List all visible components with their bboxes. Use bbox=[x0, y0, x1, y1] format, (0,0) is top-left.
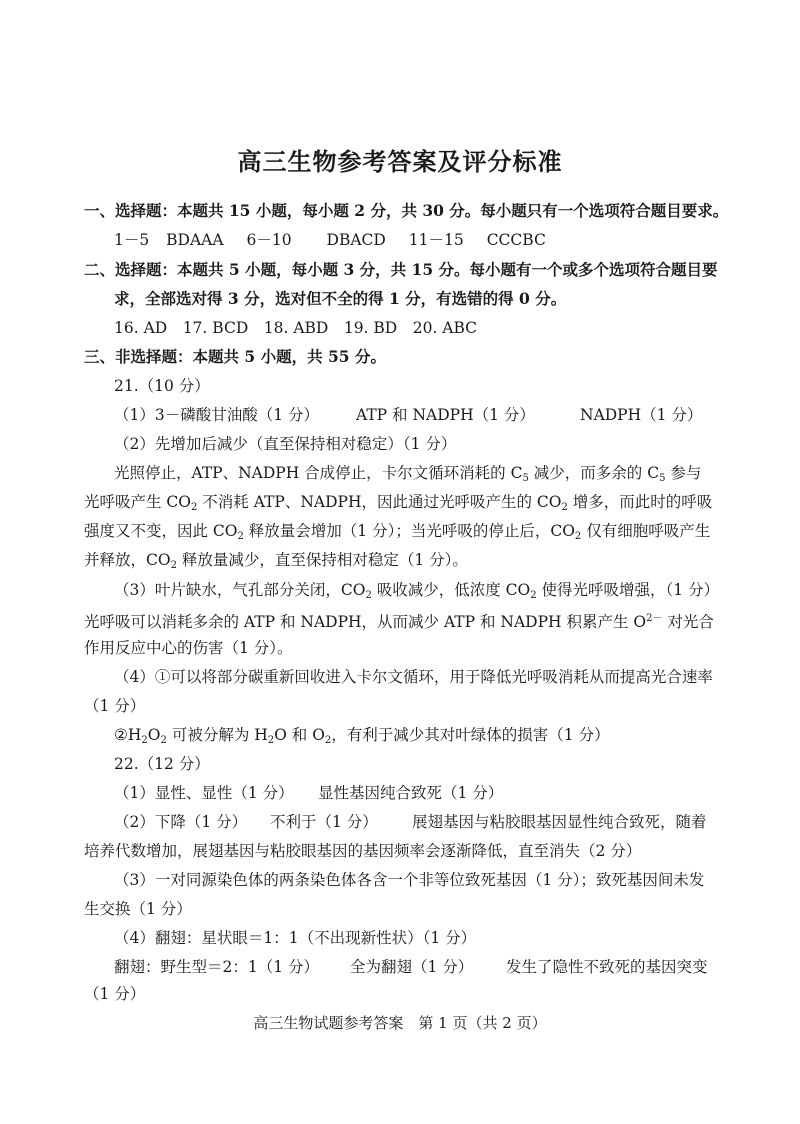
q22-part4-line-1: （4）翻翅：星状眼＝1：1（不出现新性状）（1 分） bbox=[114, 929, 477, 947]
text-run: 可被分解为 H bbox=[166, 726, 268, 744]
q21-part3-line-3: 作用反应中心的伤害（1 分）。 bbox=[84, 639, 293, 657]
subscript: 5 bbox=[522, 473, 529, 484]
q22-part1 bbox=[114, 783, 504, 803]
subscript: 2 bbox=[561, 502, 568, 513]
q21-header: 21.（10 分） bbox=[114, 377, 210, 395]
q21-part1-a: （1）3－磷酸甘油酸（1 分） bbox=[114, 406, 320, 424]
q22-part4-line-2 bbox=[114, 957, 708, 977]
text-run: O 和 O bbox=[274, 726, 325, 744]
text-run: 吸收减少，低浓度 CO bbox=[371, 581, 531, 599]
subscript: 2 bbox=[365, 590, 372, 601]
subscript: 5 bbox=[659, 473, 666, 484]
q22-part2-line-1 bbox=[114, 812, 707, 832]
q22-part3-line-2: 生交换（1 分） bbox=[84, 900, 192, 918]
text-run: 使得光呼吸增强，（1 分） bbox=[536, 581, 720, 599]
text-run: 光呼吸可以消耗多余的 ATP 和 NADPH，从而减少 ATP 和 NADPH 积累产生 O bbox=[84, 613, 647, 631]
group-3-label: 11－15 bbox=[408, 231, 464, 249]
text-run: 释放量会增加（1 分）；当光呼吸的停止后，CO bbox=[243, 522, 575, 540]
section-2-heading-line-1: 二、选择题：本题共 5 小题，每小题 3 分，共 15 分。每小题有一个或多个选项符合题目要 bbox=[84, 260, 718, 279]
q22-part2-b: 不利于（1 分） bbox=[270, 813, 378, 831]
text-run: 光照停止，ATP、NADPH 合成停止，卡尔文循环消耗的 C bbox=[114, 464, 523, 482]
section-1-answers bbox=[114, 230, 546, 250]
q22-part4-c: 发生了隐性不致死的基因突变 bbox=[506, 958, 708, 976]
q22-part4-b: 全为翻翅（1 分） bbox=[350, 958, 474, 976]
subscript: 2 bbox=[267, 735, 275, 746]
text-run: ②H bbox=[114, 726, 142, 744]
text-run: 释放量减少，直至保持相对稳定（1 分）。 bbox=[176, 551, 468, 569]
text-run: 强度又不变，因此 CO bbox=[84, 522, 238, 540]
q21-part1 bbox=[114, 405, 703, 425]
q21-explanation-line-1 bbox=[114, 463, 701, 489]
q21-explanation-line-3 bbox=[84, 521, 710, 547]
section-3-heading: 三、非选择题：本题共 5 小题，共 55 分。 bbox=[84, 347, 386, 366]
group-1-label: 1－5 bbox=[114, 231, 150, 249]
q22-part3-line-1: （3）一对同源染色体的两条染色体各含一个非等位致死基因（1 分）；致死基因间未发 bbox=[114, 871, 705, 889]
q22-part2-line-2: 培养代数增加，展翅基因与粘胶眼基因的基因频率会逐渐降低，直至消失（2 分） bbox=[84, 842, 642, 860]
q22-part2-c: 展翅基因与粘胶眼基因显性纯合致死，随着 bbox=[412, 813, 707, 831]
subscript: 2 bbox=[574, 531, 582, 542]
q22-part4-a: 翻翅：野生型＝2：1（1 分） bbox=[114, 958, 320, 976]
subscript: 2 bbox=[141, 735, 148, 746]
q21-part3-line-1 bbox=[114, 580, 719, 606]
q21-part1-c: NADPH（1 分） bbox=[580, 406, 703, 424]
subscript: 2 bbox=[191, 502, 198, 513]
group-2-answers: DBACD bbox=[326, 231, 386, 249]
text-run: ，有利于减少其对叶绿体的损害（1 分） bbox=[331, 726, 610, 744]
page-title: 高三生物参考答案及评分标准 bbox=[237, 147, 563, 176]
group-1-answers: BDAAA bbox=[166, 231, 224, 249]
superscript: 2－ bbox=[646, 613, 663, 624]
group-2-label: 6－10 bbox=[246, 231, 292, 249]
section-2-heading-line-2: 求，全部选对得 3 分，选对但不全的得 1 分，有选错的得 0 分。 bbox=[114, 289, 567, 308]
subscript: 2 bbox=[160, 735, 167, 746]
section-1-heading: 一、选择题：本题共 15 小题，每小题 2 分，共 30 分。每小题只有一个选项符合题目要求。 bbox=[84, 201, 729, 220]
text-run: 减少，而多余的 C bbox=[528, 464, 660, 482]
text-run: 参与 bbox=[665, 464, 702, 482]
subscript: 2 bbox=[170, 560, 177, 571]
text-run: O bbox=[147, 726, 161, 744]
q22-part2-a: （2）下降（1 分） bbox=[114, 813, 248, 831]
q21-part4-line-2: （1 分） bbox=[84, 697, 146, 715]
q21-explanation-line-4 bbox=[84, 550, 468, 576]
text-run: 光呼吸产生 CO bbox=[84, 493, 191, 511]
q21-part4-line-1: （4）①可以将部分碳重新回收进入卡尔文循环，用于降低光呼吸消耗从而提高光合速率 bbox=[114, 668, 713, 686]
section-2-answers: 16. AD 17. BCD 18. ABD 19. BD 20. ABC bbox=[114, 319, 478, 337]
subscript: 2 bbox=[324, 735, 332, 746]
text-run: （3）叶片缺水，气孔部分关闭，CO bbox=[114, 581, 366, 599]
q21-part4-line-3 bbox=[114, 725, 610, 751]
q21-part1-b: ATP 和 NADPH（1 分） bbox=[356, 406, 535, 424]
subscript: 2 bbox=[237, 531, 244, 542]
q21-explanation-line-2 bbox=[84, 492, 712, 518]
text-run: 增多，而此时的呼吸 bbox=[567, 493, 713, 511]
q21-part2: （2）先增加后减少（直至保持相对稳定）（1 分） bbox=[114, 435, 457, 453]
q21-part3-line-2 bbox=[84, 609, 714, 632]
q22-part1-a: （1）显性、显性（1 分） bbox=[114, 784, 294, 802]
q22-header: 22.（12 分） bbox=[114, 755, 210, 773]
text-run: 对光合 bbox=[662, 613, 714, 631]
subscript: 2 bbox=[530, 590, 537, 601]
q22-part4-line-3: （1 分） bbox=[84, 985, 146, 1003]
text-run: 仅有细胞呼吸产生 bbox=[581, 522, 711, 540]
text-run: 并释放，CO bbox=[84, 551, 171, 569]
page-footer: 高三生物试题参考答案 第 1 页（共 2 页） bbox=[253, 1014, 547, 1032]
group-3-answers: CCCBC bbox=[486, 231, 546, 249]
q22-part1-b: 显性基因纯合致死（1 分） bbox=[318, 784, 504, 802]
text-run: 不消耗 ATP、NADPH，因此通过光呼吸产生的 CO bbox=[197, 493, 562, 511]
